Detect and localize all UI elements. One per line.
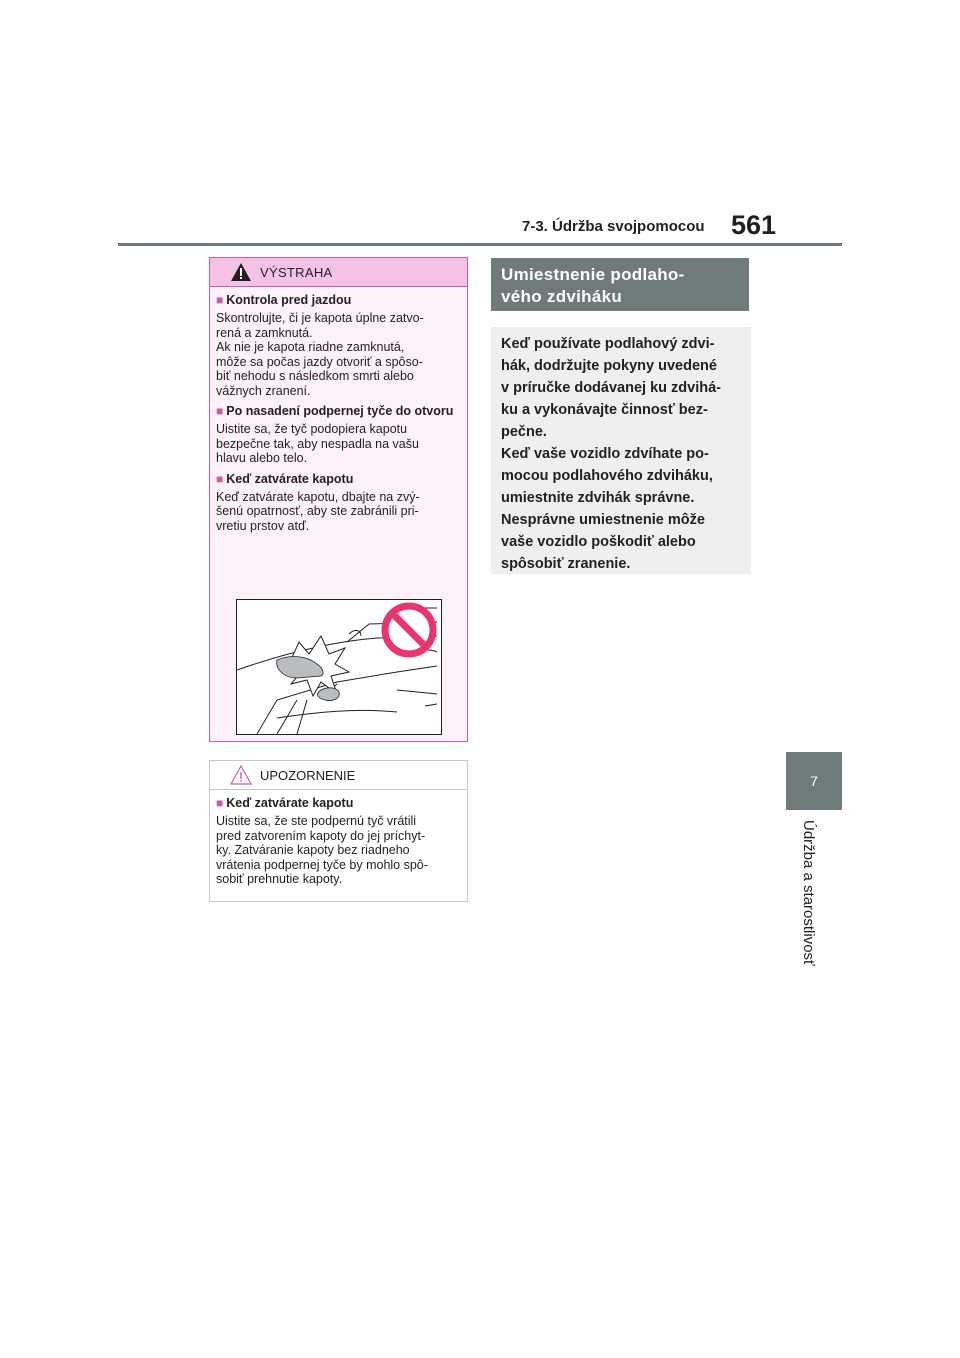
- topic-body-line: pečne.: [501, 424, 547, 440]
- topic-body-line: v príručke dodávanej ku zdvihá-: [501, 380, 721, 396]
- bullet-square-icon: ■: [216, 293, 224, 307]
- body-line: vážnych zranení.: [216, 383, 311, 398]
- notice-title: UPOZORNENIE: [260, 768, 356, 783]
- body-line: biť nehodu s následkom smrti alebo: [216, 369, 414, 383]
- section-body: [216, 814, 461, 887]
- notice-header: [210, 761, 467, 790]
- warning-section-3: [210, 472, 467, 534]
- body-line: Keď zatvárate kapotu, dbajte na zvý-: [216, 489, 420, 504]
- body-line: šenú opatrnosť, aby ste zabránili pri-: [216, 504, 419, 518]
- body-line: rená a zamknutá.: [216, 325, 313, 340]
- chapter-label: Údržba a starostlivosť: [800, 820, 817, 966]
- topic-body-line: Keď používate podlahový zdvi-: [501, 336, 715, 352]
- hood-pinch-illustration: [236, 599, 442, 735]
- body-line: hlavu alebo telo.: [216, 451, 308, 465]
- chapter-number: 7: [810, 773, 818, 789]
- body-line: Uistite sa, že tyč podopiera kapotu: [216, 422, 408, 436]
- notice-box: [209, 760, 468, 902]
- topic-body-line: Keď vaše vozidlo zdvíhate po-: [501, 446, 709, 462]
- topic-body-line: mocou podlahového zdviháku,: [501, 468, 713, 484]
- header-section-title: 7-3. Údržba svojpomocou: [522, 218, 705, 235]
- body-line: pred zatvorením kapoty do jej príchyt-: [216, 828, 426, 843]
- body-line: sobiť prehnutie kapoty.: [216, 872, 343, 886]
- section-body: [216, 490, 461, 534]
- body-line: bezpečne tak, aby nespadla na vašu: [216, 436, 419, 451]
- topic-body-line: ku a vykonávajte činnosť bez-: [501, 402, 708, 418]
- section-heading: Po nasadení podpernej tyče do otvoru: [226, 404, 454, 418]
- bullet-square-icon: ■: [216, 471, 224, 486]
- header-rule: [118, 243, 842, 246]
- body-line: Skontrolujte, či je kapota úplne zatvo-: [216, 311, 424, 325]
- body-line: vretiu prstov atď.: [216, 518, 310, 533]
- topic-title-line: vého zdviháku: [501, 287, 623, 306]
- warning-section-1: [210, 293, 467, 398]
- body-line: môže sa počas jazdy otvoriť a spôso-: [216, 354, 423, 369]
- body-line: vrátenia podpernej tyče by mohlo spô-: [216, 857, 428, 872]
- page-number: 561: [731, 210, 777, 240]
- section-body: [216, 311, 461, 398]
- section-heading: Keď zatvárate kapotu: [226, 796, 354, 810]
- chapter-tab[interactable]: [786, 752, 842, 810]
- caution-triangle-icon: [230, 765, 252, 785]
- car-hood-drawing: [237, 600, 441, 734]
- warning-title: VÝSTRAHA: [260, 265, 333, 280]
- body-line: Uistite sa, že ste podpernú tyč vrátili: [216, 814, 417, 828]
- section-heading: Kontrola pred jazdou: [226, 293, 352, 307]
- topic-body-line: spôsobiť zranenie.: [501, 556, 631, 572]
- warning-box: [209, 257, 468, 742]
- section-body: [216, 422, 461, 466]
- body-line: Ak nie je kapota riadne zamknutá,: [216, 340, 405, 354]
- topic-body-line: hák, dodržujte pokyny uvedené: [501, 358, 717, 374]
- topic-title-line: Umiestnenie podlaho-: [501, 265, 685, 284]
- topic-body-line: Nesprávne umiestnenie môže: [501, 512, 705, 528]
- topic-heading: [491, 258, 749, 311]
- topic-body-line: vaše vozidlo poškodiť alebo: [501, 534, 696, 550]
- body-line: ky. Zatváranie kapoty bez riadneho: [216, 843, 410, 857]
- warning-triangle-icon: [230, 262, 252, 282]
- warning-section-2: [210, 404, 467, 466]
- bullet-square-icon: ■: [216, 796, 224, 810]
- topic-body: [491, 327, 751, 574]
- notice-section-1: [210, 796, 467, 887]
- bullet-square-icon: ■: [216, 404, 224, 418]
- topic-body-line: umiestnite zdvihák správne.: [501, 490, 695, 506]
- section-heading: Keď zatvárate kapotu: [226, 471, 354, 486]
- warning-header: [210, 258, 467, 287]
